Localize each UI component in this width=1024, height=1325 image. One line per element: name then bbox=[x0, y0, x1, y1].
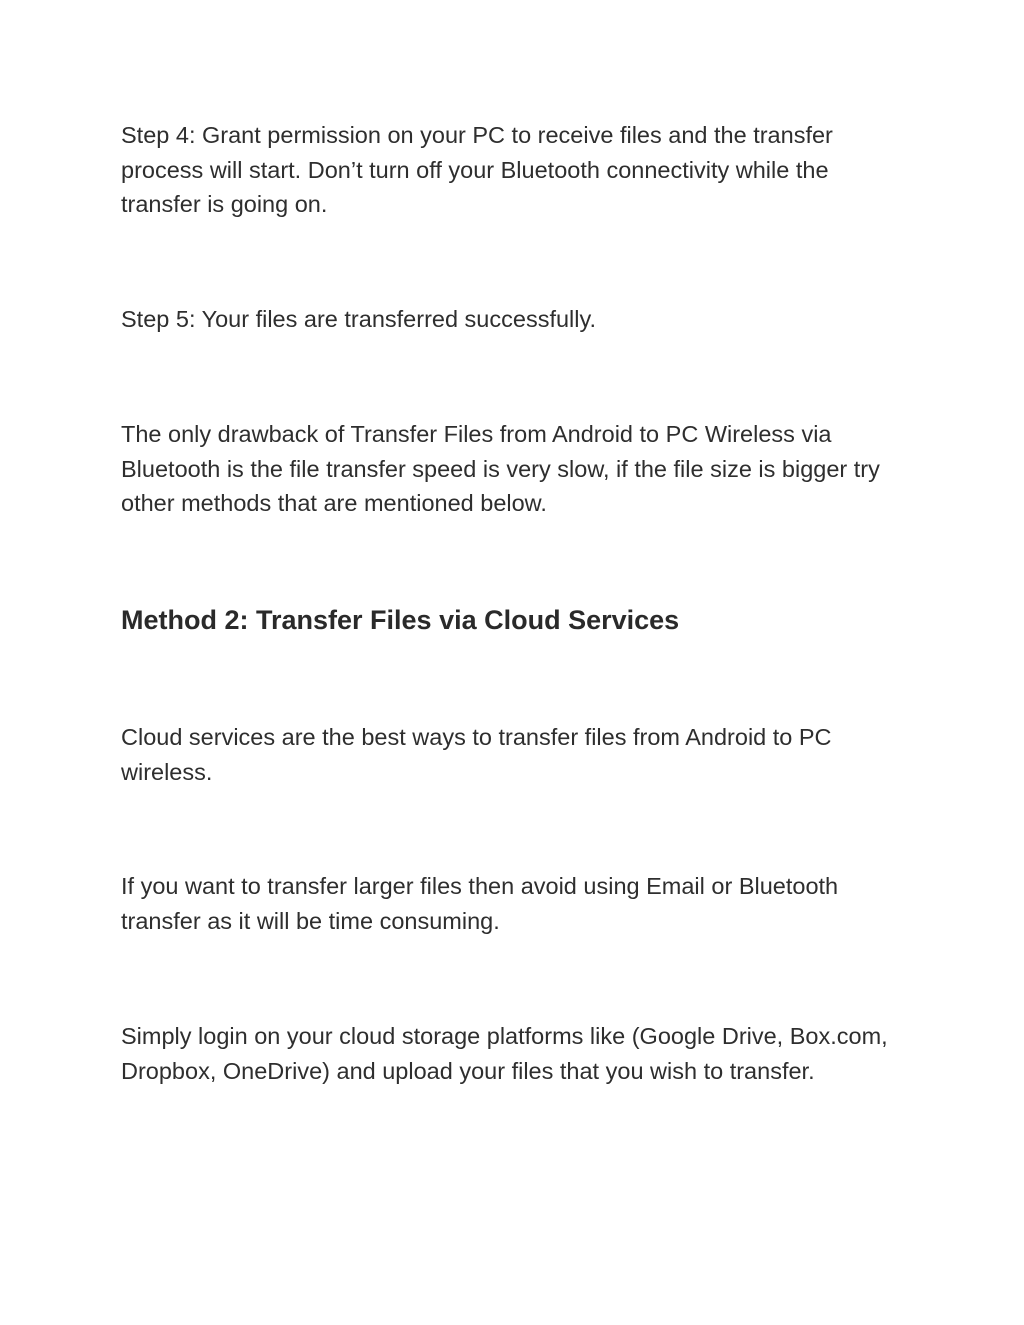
paragraph-bluetooth-drawback: The only drawback of Transfer Files from Android to PC Wireless via Bluetooth is the file transfer speed is very slow, if the file size is bigger try other methods that are mentioned below. bbox=[121, 421, 880, 516]
section-heading-method-2: Method 2: Transfer Files via Cloud Services bbox=[121, 605, 680, 635]
paragraph-step-4: Step 4: Grant permission on your PC to receive files and the transfer process will start. Don’t turn off your Bluetooth connectivity while the transfer is going on. bbox=[121, 122, 833, 217]
paragraph-cloud-intro: Cloud services are the best ways to transfer files from Android to PC wireless. bbox=[121, 724, 832, 785]
paragraph-step-5: Step 5: Your files are transferred successfully. bbox=[121, 306, 597, 332]
paragraph-cloud-login: Simply login on your cloud storage platforms like (Google Drive, Box.com, Dropbox, OneDrive) and upload your files that you wish to transfer. bbox=[121, 1023, 888, 1084]
paragraph-larger-files: If you want to transfer larger files then avoid using Email or Bluetooth transfer as it will be time consuming. bbox=[121, 873, 839, 934]
